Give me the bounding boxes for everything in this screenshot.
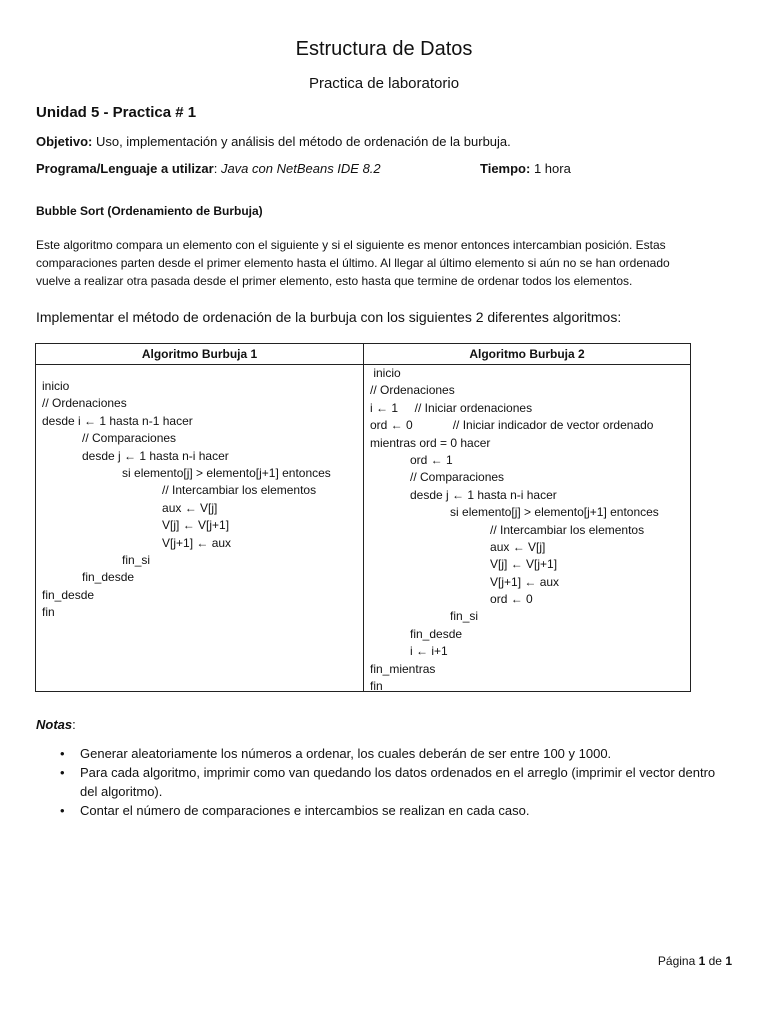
code-line: si elemento[j] > elemento[j+1] entonces [42, 465, 331, 480]
code-line: V[j] ← V[j+1] [370, 557, 558, 572]
objective-text: Uso, implementación y análisis del método de ordenación de la burbuja. [92, 134, 511, 149]
bullet-icon: • [60, 746, 65, 761]
bullet-icon: • [60, 765, 65, 780]
footer-page-word: Página [657, 954, 699, 968]
program-value: Java con NetBeans IDE 8.2 [220, 161, 381, 176]
code-line: i ← i+1 [370, 644, 448, 659]
code-line: fin_mientras [370, 661, 436, 676]
code-line: // Comparaciones [370, 470, 505, 485]
bullet-icon: • [60, 803, 65, 818]
objective-label: Objetivo: [36, 134, 93, 149]
program-colon: : [213, 161, 221, 176]
algorithm-2-code [364, 365, 690, 695]
implement-instruction: Implementar el método de ordenación de la burbuja con los siguientes 2 diferentes algoritmos: [36, 309, 622, 325]
algorithm-1-header: Algoritmo Burbuja 1 [36, 344, 363, 365]
algorithm-1-code [36, 365, 363, 621]
code-line: fin_si [370, 609, 479, 624]
code-line: ord ← 1 [370, 452, 453, 467]
code-line: desde j ← 1 hasta n-i hacer [42, 448, 229, 463]
code-line: desde i ← 1 hasta n-1 hacer [42, 413, 193, 428]
code-line: ord ← 0 [370, 592, 533, 607]
code-line: inicio [42, 379, 70, 393]
objective-line [36, 134, 511, 149]
description-line: vuelve a realizar otra pasada desde el primer elemento, esto hasta que termine de ordenar todos los elementos. [36, 274, 633, 288]
program-label: Programa/Lenguaje a utilizar [36, 161, 214, 176]
code-line: // Ordenaciones [370, 383, 455, 398]
time-value: 1 hora [530, 161, 571, 176]
code-line: // Intercambiar los elementos [42, 483, 317, 498]
code-line: fin_si [42, 552, 151, 567]
notes-list [56, 744, 726, 820]
code-line: fin [370, 679, 383, 694]
note-text: Generar aleatoriamente los números a ordenar, los cuales deberán de ser entre 100 y 1000. [80, 746, 612, 761]
code-line: // Comparaciones [42, 431, 177, 446]
algorithm-table [35, 343, 691, 692]
note-text: Contar el número de comparaciones e intercambios se realizan en cada caso. [80, 803, 530, 818]
code-line: V[j+1] ← aux [42, 535, 232, 550]
code-line: desde j ← 1 hasta n-i hacer [370, 487, 557, 502]
code-line: inicio [370, 366, 401, 380]
code-line: fin_desde [370, 626, 463, 641]
code-line: fin_desde [42, 587, 95, 602]
section-heading: Bubble Sort (Ordenamiento de Burbuja) [36, 204, 263, 218]
page-title: Estructura de Datos [295, 38, 473, 60]
code-line: // Intercambiar los elementos [370, 522, 645, 537]
code-line: fin_desde [42, 570, 135, 585]
footer-total-pages: 1 [725, 954, 732, 968]
code-line: V[j] ← V[j+1] [42, 518, 230, 533]
note-text: Para cada algoritmo, imprimir como van quedando los datos ordenados en el arreglo (imprimir el vector dentro del algoritmo). [80, 765, 716, 799]
description-paragraph [36, 236, 726, 290]
code-line: aux ← V[j] [42, 500, 218, 515]
description-line: Este algoritmo compara un elemento con el siguiente y si el siguiente es menor entonces intercambian posición. Estas [36, 238, 666, 252]
algorithm-2-header: Algoritmo Burbuja 2 [364, 344, 690, 365]
footer-of-word: de [705, 954, 726, 968]
note-item [56, 744, 726, 763]
algorithm-2-column [364, 344, 690, 694]
code-line: fin [42, 605, 55, 620]
time-line [480, 161, 571, 176]
code-line: V[j+1] ← aux [370, 574, 560, 589]
notes-label: Notas [36, 717, 73, 732]
code-line: si elemento[j] > elemento[j+1] entonces [370, 505, 659, 520]
note-item [56, 763, 726, 801]
code-line: ord ← 0 // Iniciar indicador de vector ordenado [370, 418, 654, 433]
note-item [56, 801, 726, 820]
unit-heading: Unidad 5 - Practica # 1 [36, 104, 197, 121]
time-label: Tiempo: [480, 161, 531, 176]
notes-colon: : [72, 717, 76, 732]
code-line: i ← 1 // Iniciar ordenaciones [370, 400, 533, 415]
description-line: comparaciones parten desde el primer elemento hasta el último. Al llegar al último elemento si aún no se han ordenado [36, 256, 670, 270]
code-line: // Ordenaciones [42, 396, 127, 411]
code-line: mientras ord = 0 hacer [370, 435, 491, 450]
page-footer [658, 954, 732, 968]
notes-title [36, 717, 76, 732]
program-line [36, 161, 381, 176]
footer-current-page: 1 [698, 954, 706, 968]
page-subtitle: Practica de laboratorio [308, 75, 460, 92]
code-line: aux ← V[j] [370, 539, 546, 554]
algorithm-1-column [36, 344, 364, 691]
